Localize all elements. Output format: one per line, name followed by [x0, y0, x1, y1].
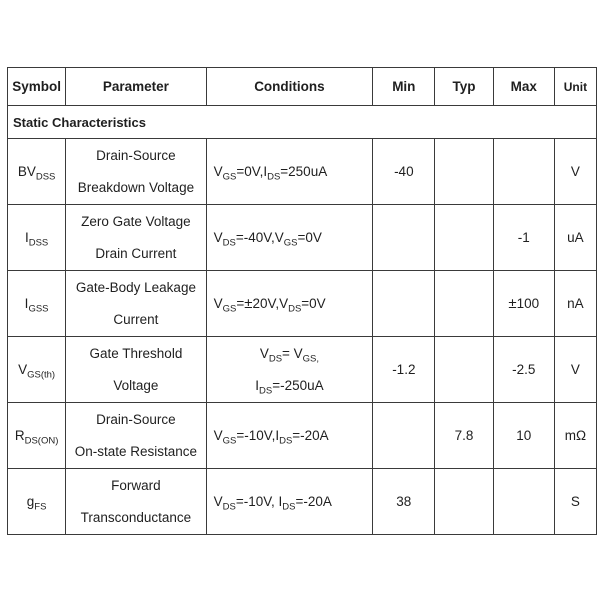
conditions-line [214, 292, 373, 316]
cell-min [373, 205, 435, 271]
cell-min: -40 [373, 139, 435, 205]
cell-parameter [66, 469, 206, 535]
table-row [8, 337, 597, 403]
subscript: DS [282, 501, 296, 513]
text-segment: = [236, 295, 245, 311]
text-segment: V [213, 163, 223, 179]
text-segment: =0V [301, 295, 326, 311]
static-characteristics-table [7, 67, 597, 535]
cell-conditions [206, 469, 373, 535]
text-segment: R [14, 428, 25, 443]
subscript: DSS [28, 237, 49, 249]
parameter-line: Zero Gate Voltage [81, 213, 191, 229]
cell-symbol [8, 337, 66, 403]
subscript: DS [267, 171, 281, 183]
parameter-line: On-state Resistance [74, 443, 198, 459]
subscript: DS [279, 435, 293, 447]
parameter-line: Breakdown Voltage [77, 179, 195, 195]
subscript: DS [259, 385, 273, 397]
cell-max: -2.5 [493, 337, 554, 403]
table-row [8, 469, 597, 535]
table-body [8, 106, 597, 535]
text-segment: 20V,V [252, 295, 289, 311]
subscript: DS(ON) [24, 435, 59, 447]
cell-symbol [8, 205, 66, 271]
conditions-line [214, 160, 373, 184]
subscript: GS [283, 237, 298, 249]
text-segment: =-20A [292, 427, 329, 443]
column-header-max: Max [493, 68, 554, 106]
text-segment: =-10V, I [235, 493, 283, 509]
conditions-line [214, 490, 373, 514]
section-title: Static Characteristics [8, 106, 597, 139]
cell-symbol [8, 139, 66, 205]
cell-unit: S [554, 469, 596, 535]
text-segment: =-40V,V [235, 229, 284, 245]
subscript: GS [222, 435, 237, 447]
text-segment: V [213, 295, 223, 311]
parameter-line: Gate-Body Leakage [75, 279, 196, 295]
table-row [8, 403, 597, 469]
column-header-parameter: Parameter [66, 68, 206, 106]
cell-symbol [8, 403, 66, 469]
cell-typ [435, 205, 493, 271]
column-header-conditions: Conditions [206, 68, 373, 106]
parameter-line: Drain-Source [96, 147, 176, 163]
cell-max [493, 271, 554, 337]
conditions-line [207, 342, 373, 366]
cell-max: 10 [493, 403, 554, 469]
subscript: FS [34, 501, 47, 513]
text-segment: BV [17, 164, 36, 179]
text-segment: =250uA [280, 163, 328, 179]
cell-typ: 7.8 [435, 403, 493, 469]
subscript: DS [222, 501, 236, 513]
subscript: DS [222, 237, 236, 249]
text-segment: V [213, 427, 223, 443]
subscript: DSS [35, 171, 56, 183]
parameter-line: Voltage [113, 377, 159, 393]
column-header-min: Min [373, 68, 435, 106]
cell-unit: V [554, 337, 596, 403]
table-row [8, 271, 597, 337]
cell-parameter [66, 271, 206, 337]
conditions-line [207, 374, 373, 398]
text-segment: =-20A [295, 493, 332, 509]
subscript: GS [222, 171, 237, 183]
cell-symbol [8, 271, 66, 337]
text-segment: I [255, 377, 259, 393]
cell-parameter [66, 337, 206, 403]
text-segment: =0V [297, 229, 322, 245]
text-segment: V [213, 229, 223, 245]
cell-min: 38 [373, 469, 435, 535]
text-segment: =0V,I [236, 163, 268, 179]
parameter-line: Transconductance [80, 509, 192, 525]
section-row [8, 106, 597, 139]
cell-typ [435, 469, 493, 535]
cell-max [493, 469, 554, 535]
text-segment: g [26, 494, 35, 509]
plus-minus-sign: ± [244, 294, 253, 312]
parameter-line: Forward [111, 477, 161, 493]
subscript: GS [222, 303, 237, 315]
cell-conditions [206, 205, 373, 271]
cell-unit: V [554, 139, 596, 205]
conditions-line [214, 226, 373, 250]
column-header-typ: Typ [435, 68, 493, 106]
cell-parameter [66, 403, 206, 469]
cell-typ [435, 139, 493, 205]
column-header-symbol: Symbol [8, 68, 66, 106]
table-header [8, 68, 597, 106]
cell-min [373, 271, 435, 337]
text-segment: V [259, 345, 269, 361]
parameter-line: Drain Current [95, 245, 177, 261]
cell-max [493, 139, 554, 205]
parameter-line: Current [113, 311, 159, 327]
cell-typ [435, 337, 493, 403]
text-segment: I [24, 230, 29, 245]
cell-conditions [206, 139, 373, 205]
text-segment: V [18, 362, 28, 377]
cell-conditions [206, 271, 373, 337]
text-segment: I [24, 296, 29, 311]
cell-conditions [206, 337, 373, 403]
cell-parameter [66, 205, 206, 271]
text-segment: V [213, 493, 223, 509]
subscript: GS(th) [27, 369, 56, 381]
text-segment: 100 [516, 296, 540, 311]
cell-max: -1 [493, 205, 554, 271]
text-segment: = V [282, 345, 303, 361]
table-row [8, 205, 597, 271]
cell-unit: mΩ [554, 403, 596, 469]
cell-min [373, 403, 435, 469]
subscript: DS [288, 303, 302, 315]
subscript: GS, [302, 353, 320, 365]
parameter-line: Gate Threshold [89, 345, 183, 361]
subscript: DS [268, 353, 283, 365]
cell-symbol [8, 469, 66, 535]
column-header-unit: Unit [554, 68, 596, 106]
parameter-line: Drain-Source [96, 411, 176, 427]
conditions-line [214, 424, 373, 448]
cell-min: -1.2 [373, 337, 435, 403]
cell-parameter [66, 139, 206, 205]
plus-minus-sign: ± [508, 295, 517, 312]
text-segment: =-10V,I [236, 427, 280, 443]
cell-typ [435, 271, 493, 337]
cell-unit: nA [554, 271, 596, 337]
text-segment: =-250uA [272, 377, 324, 393]
table-head-row [8, 68, 597, 106]
table-row [8, 139, 597, 205]
subscript: GSS [28, 303, 49, 315]
cell-conditions [206, 403, 373, 469]
cell-unit: uA [554, 205, 596, 271]
